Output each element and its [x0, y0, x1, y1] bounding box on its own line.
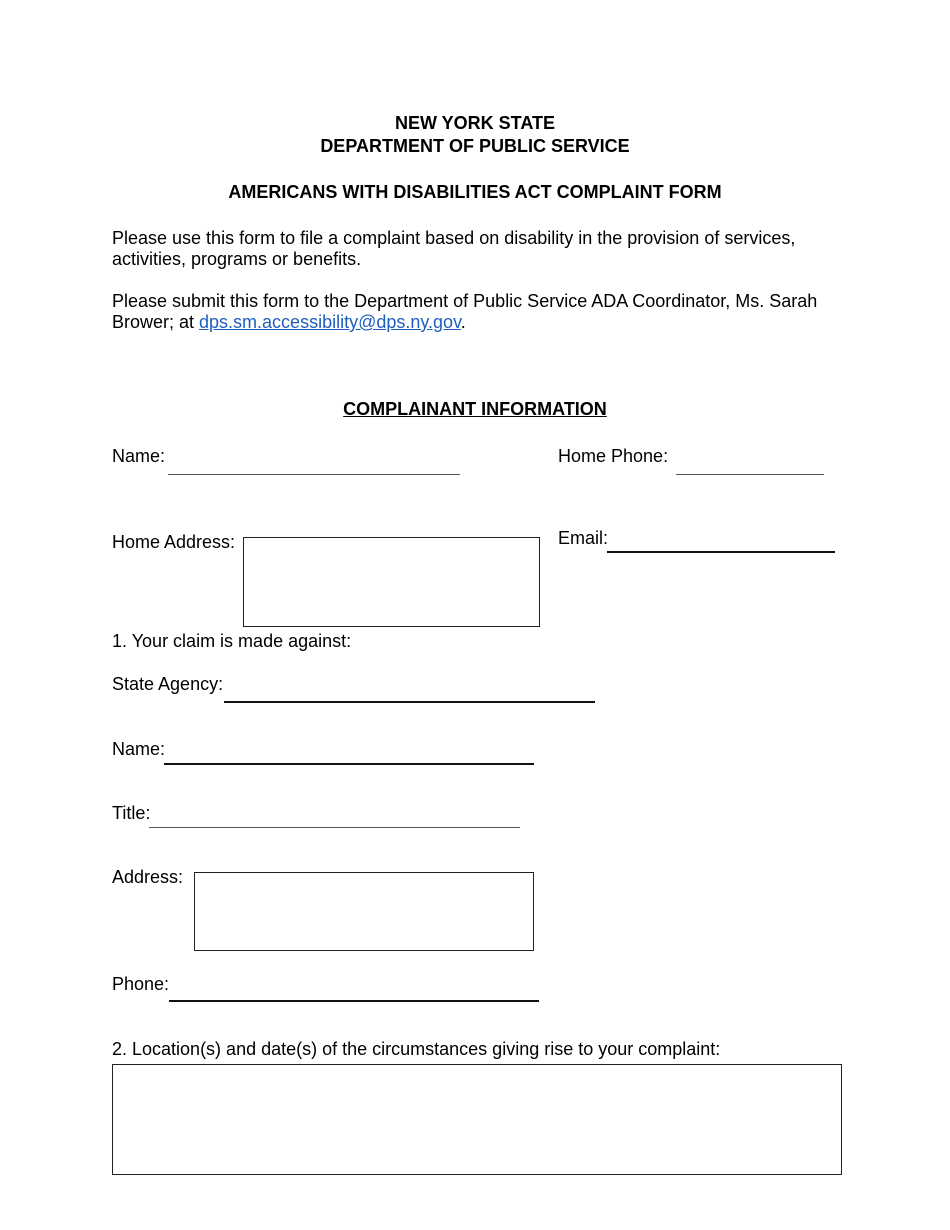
claim-address-field[interactable]	[194, 872, 534, 951]
claim-title-label: Title:	[112, 803, 151, 823]
home-address-label: Home Address:	[112, 532, 236, 552]
form-title: AMERICANS WITH DISABILITIES ACT COMPLAINT FORM	[228, 182, 722, 202]
complainant-name-field[interactable]	[168, 474, 460, 475]
header-department: DEPARTMENT OF PUBLIC SERVICE	[320, 136, 630, 156]
claim-name-label: Name:	[112, 739, 166, 759]
location-date-field[interactable]	[112, 1064, 842, 1175]
intro-paragraph-1: Please use this form to file a complaint based on disability in the provision of services, activities, programs or benefits.	[112, 228, 796, 269]
complainant-name-label: Name:	[112, 446, 166, 466]
ada-coordinator-email-link[interactable]: dps.sm.accessibility@dps.ny.gov	[199, 312, 461, 332]
header-state: NEW YORK STATE	[394, 113, 555, 133]
state-agency-label: State Agency:	[112, 674, 224, 694]
home-phone-field[interactable]	[676, 474, 824, 475]
home-address-field[interactable]	[243, 537, 540, 627]
location-question: 2. Location(s) and date(s) of the circumstances giving rise to your complaint:	[112, 1039, 721, 1059]
claim-address-label: Address:	[112, 867, 184, 887]
intro-paragraph-2-end: .	[460, 312, 466, 332]
claim-phone-field[interactable]	[169, 1000, 539, 1002]
email-label: Email:	[558, 528, 609, 548]
claim-question: 1. Your claim is made against:	[112, 631, 352, 651]
claim-name-field[interactable]	[164, 763, 534, 765]
state-agency-field[interactable]	[224, 701, 595, 703]
intro-paragraph-2-text: Please submit this form to the Department of Public Service ADA Coordinator, Ms. Sarah Brower; at	[112, 291, 818, 332]
intro-paragraph-2	[112, 291, 842, 333]
claim-phone-label: Phone:	[112, 974, 170, 994]
complainant-section-title: COMPLAINANT INFORMATION	[343, 399, 607, 419]
email-field[interactable]	[607, 551, 835, 553]
claim-title-field[interactable]	[149, 827, 520, 828]
home-phone-label: Home Phone:	[558, 446, 669, 466]
